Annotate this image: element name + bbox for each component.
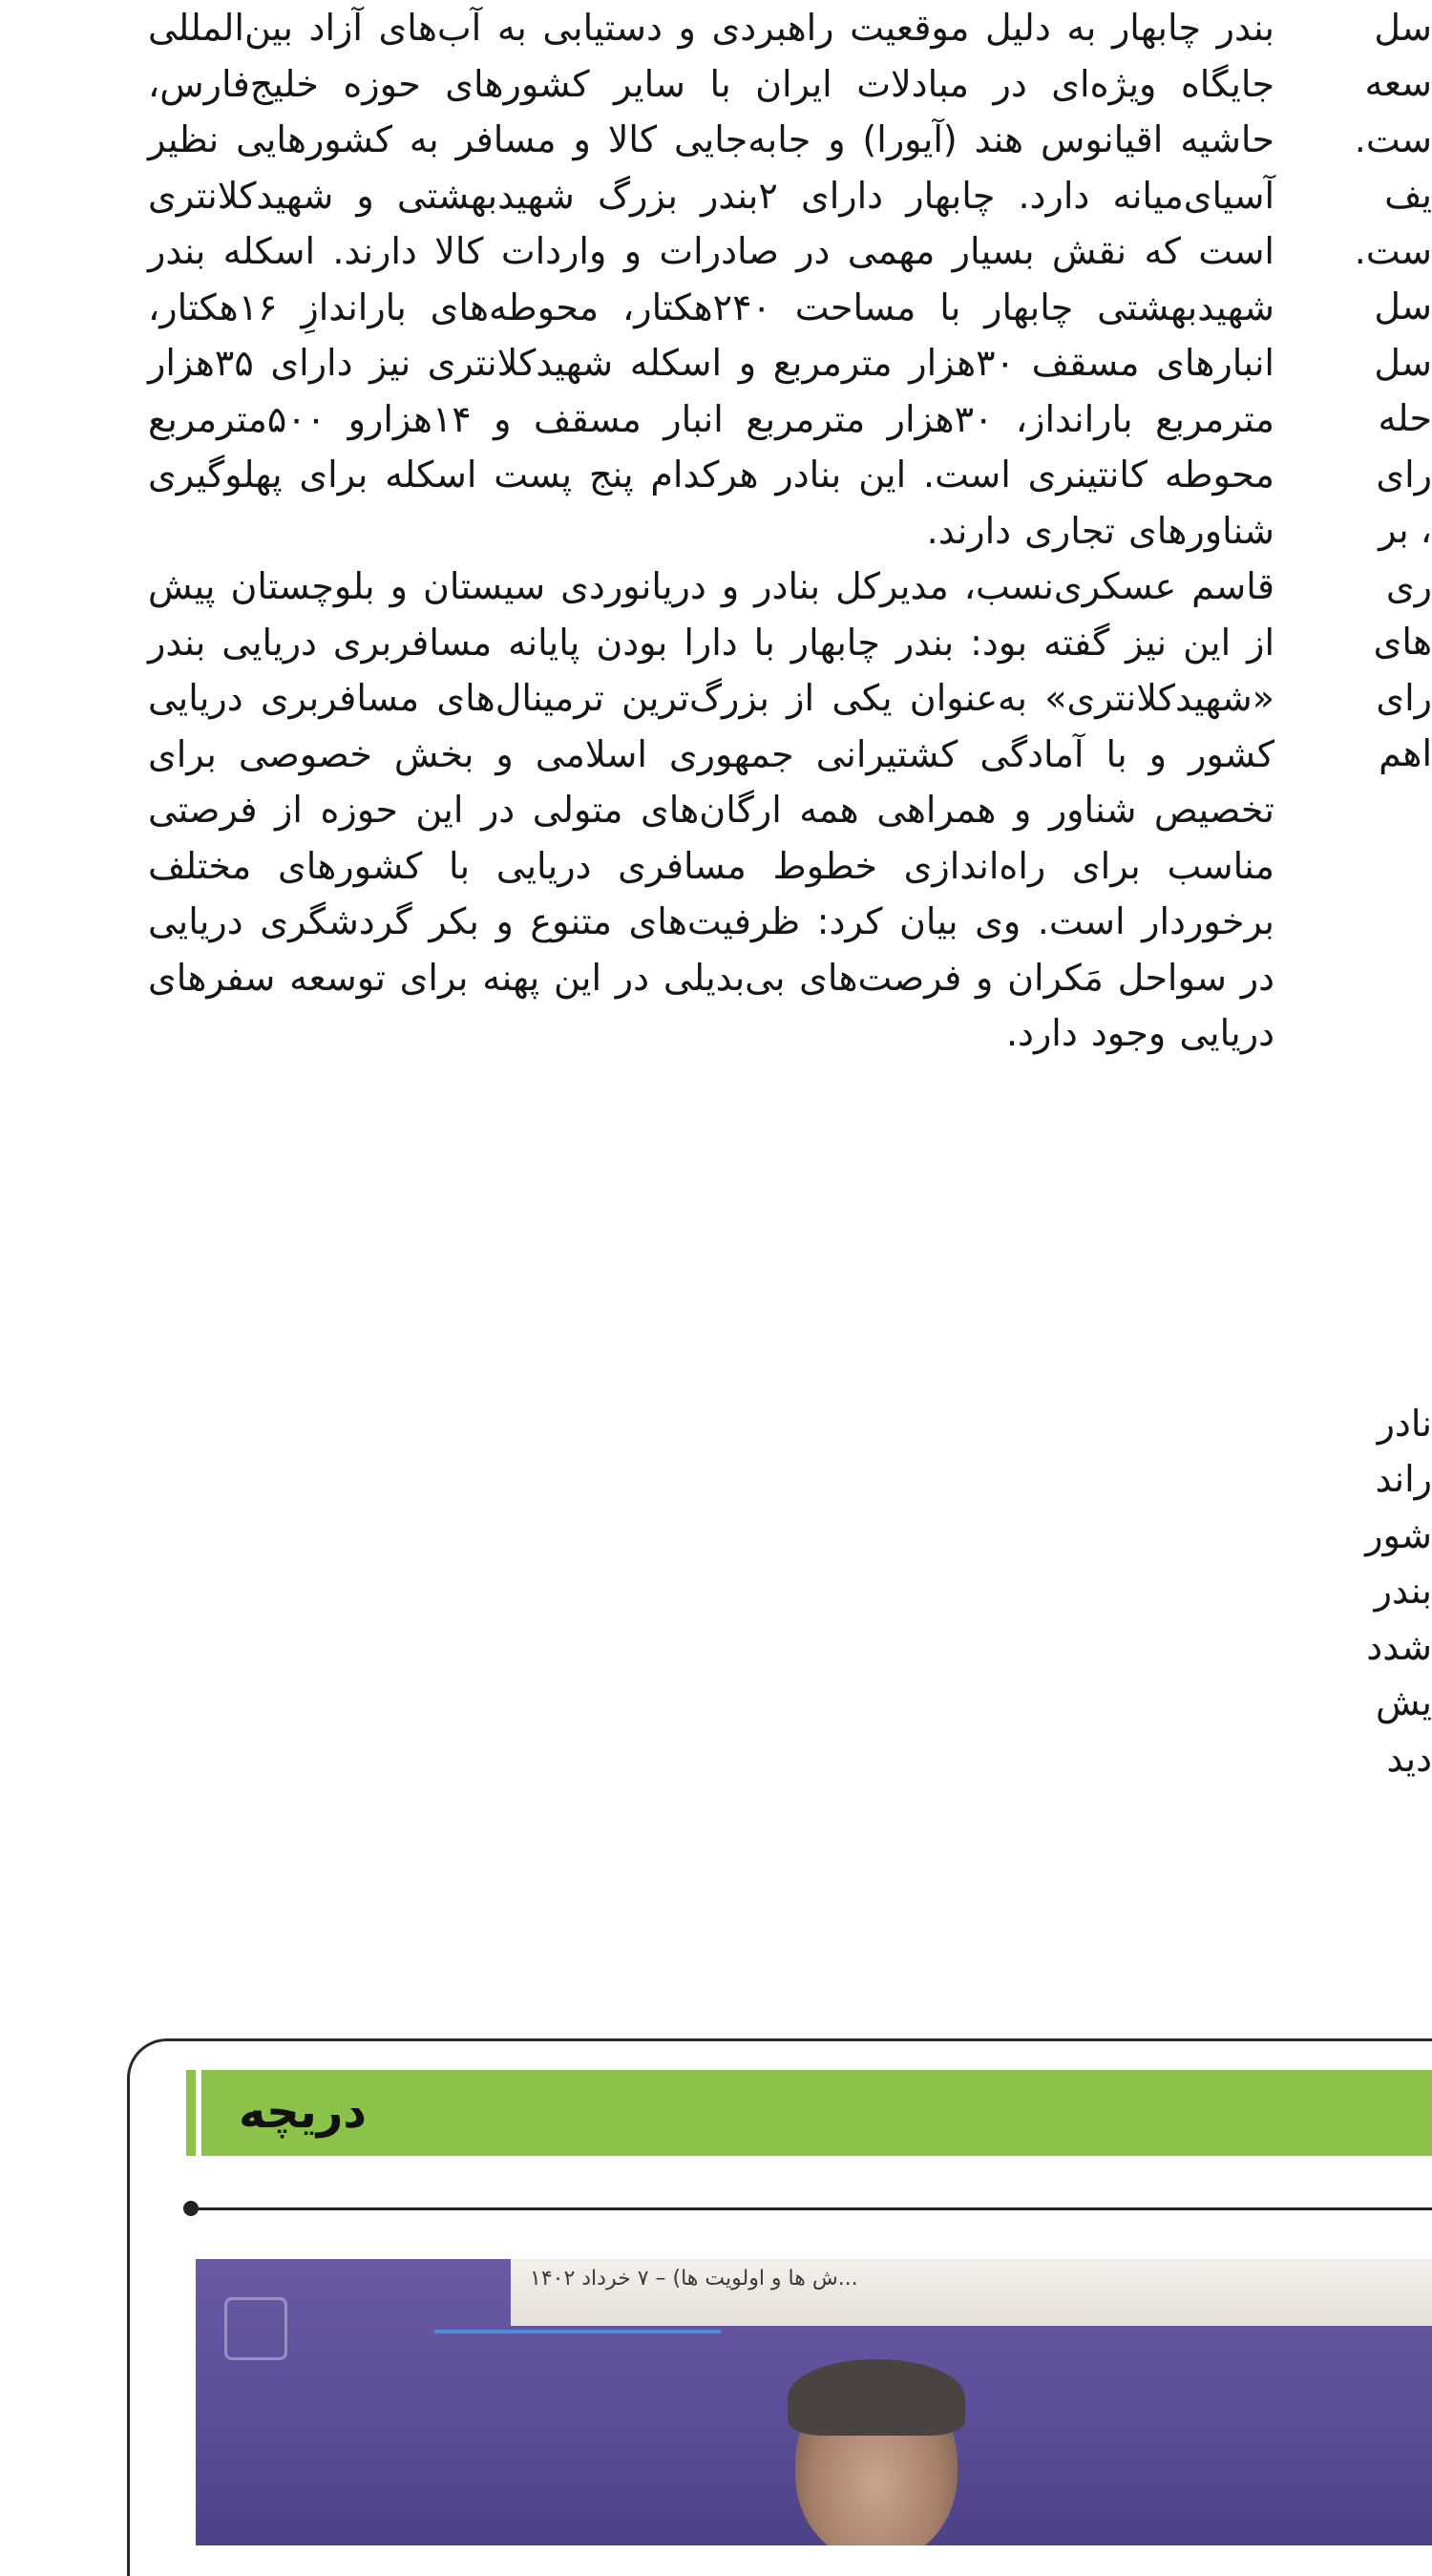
box-title: دریچه <box>239 2085 367 2139</box>
right-column-line: دید <box>1386 1738 1432 1780</box>
person-hair <box>788 2359 965 2436</box>
right-column-line: های <box>1373 621 1432 663</box>
right-column-line: راند <box>1375 1458 1432 1500</box>
right-column-line: سعه <box>1364 62 1432 104</box>
right-column-line: شدد <box>1366 1626 1432 1668</box>
right-column-line: رای <box>1376 677 1432 719</box>
right-column-line: سل <box>1374 285 1432 327</box>
right-column-line: شور <box>1365 1514 1432 1556</box>
photo-accent-line <box>434 2330 721 2333</box>
photo-banner-text: ...ش ها و اولویت ها) – ۷ خرداد ۱۴۰۲ <box>530 2267 858 2291</box>
right-column-line: یش <box>1375 1681 1432 1723</box>
right-column-line: بندر <box>1374 1570 1432 1612</box>
divider-dot <box>183 2201 199 2216</box>
right-column-line: حله <box>1378 397 1432 439</box>
right-column-line: رای <box>1376 454 1432 496</box>
right-column-line: سل <box>1374 7 1432 49</box>
right-column-line: یف <box>1384 174 1432 216</box>
right-column-line: سل <box>1374 342 1432 384</box>
emblem-icon <box>224 2297 287 2360</box>
article-paragraph-1: بندر چابهار به دلیل موقعیت راهبردی و دستیابی به آب‌های آزاد بین‌المللی جایگاه ویژه‌ای در مبادلات ایران با سایر کشورهای حوزه خلیج‌فارس، حاشیه اقیانوس هند (آیورا) و جابه‌جایی کالا و مسافر به کشورهایی نظیر آسیای‌میانه دارد. چابهار دارای ۲بندر بزرگ شهیدبهشتی و شهیدکلانتری است که نقش بسیار مهمی در صادرات و واردات کالا دارند. اسکله بندر شهیدبهشتی چابهار با مساحت ۲۴۰هکتار، محوطه‌های باراندازِ ۱۶هکتار، انبارهای مسقف ۳۰هزار مترمربع و اسکله شهیدکلانتری نیز دارای ۳۵هزار مترمربع بارانداز، ۳۰هزار مترمربع انبار مسقف و ۱۴هزارو ۵۰۰مترمربع محوطه کانتینری است. این بنادر هرکدام پنج پست اسکله برای پهلوگیری شناورهای تجاری دارند. <box>148 7 1275 552</box>
news-photo <box>196 2259 1432 2545</box>
divider-line <box>191 2207 1432 2210</box>
right-column-line: ست. <box>1354 118 1432 160</box>
box-header-bar <box>196 2070 1432 2156</box>
article-paragraph-2: قاسم عسکری‌نسب، مدیرکل بنادر و دریانوردی سیستان و بلوچستان پیش از این نیز گفته بود: بندر چابهار با دارا بودن پایانه مسافربری دریایی بندر «شهیدکلانتری» به‌عنوان یکی از بزرگ‌ترین ترمینال‌های مسافربری دریایی کشور و با آمادگی کشتیرانی جمهوری اسلامی و بخش خصوصی برای تخصیص شناور و همراهی همه ارگان‌های متولی در این حوزه از فرصتی مناسب برای راه‌اندازی خطوط مسافری دریایی با کشورهای مختلف برخوردار است. وی بیان کرد: ظرفیت‌های متنوع و بکر گردشگری دریایی در سواحل مَکران و فرصت‌های بی‌بدیلی در این پهنه برای توسعه سفرهای دریایی وجود دارد. <box>148 565 1274 1054</box>
right-column-line: ری <box>1385 565 1432 607</box>
right-column-line: ست. <box>1354 230 1432 272</box>
article-column <box>148 0 1274 1062</box>
right-column-line: نادر <box>1377 1403 1432 1445</box>
right-column-line: ، بر <box>1379 509 1432 551</box>
right-column-line: اهم <box>1379 732 1432 774</box>
